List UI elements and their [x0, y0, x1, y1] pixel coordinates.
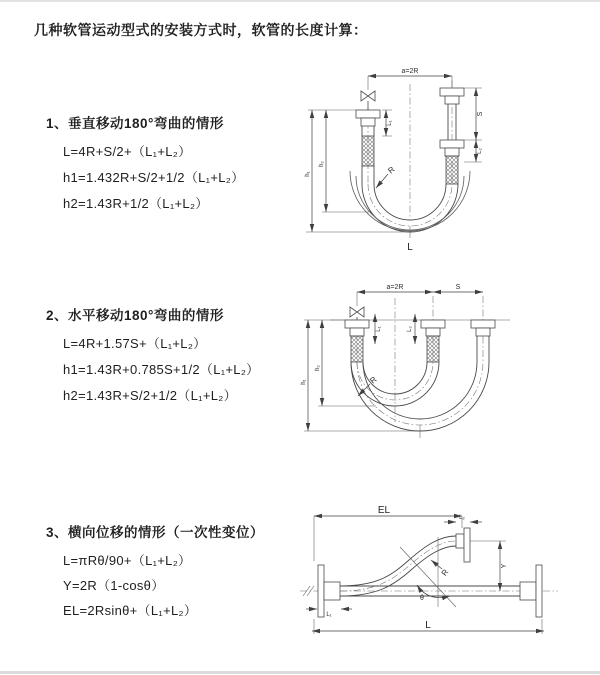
section-heading: 1、垂直移动180°弯曲的情形 — [46, 116, 224, 131]
formula-line: EL=2Rsinθ+（L₁+L₂） — [63, 603, 198, 618]
formula-line: Y=2R（1-cosθ） — [63, 578, 165, 593]
fitting-left-label: L₁ — [387, 120, 393, 126]
stroke-label: S — [455, 284, 461, 291]
dimension-span — [314, 505, 462, 561]
left-flange — [318, 565, 340, 617]
dimension-fitting-left — [306, 609, 352, 618]
radius-label: R — [439, 567, 451, 578]
formula-line: L=4R+S/2+（L₁+L₂） — [63, 144, 192, 159]
fitting-right-label: L₂ — [459, 515, 465, 521]
width-label: a=2R — [401, 68, 419, 75]
fitting-left-label: L₁ — [376, 326, 382, 332]
radius-callout — [358, 375, 379, 396]
section-horizontal-movement — [46, 304, 259, 409]
braid-section — [427, 336, 439, 362]
page-border-top — [0, 0, 600, 2]
hose-u-bend-displaced — [351, 362, 489, 438]
dimension-length — [312, 619, 544, 634]
fitting-mid-label: L₂ — [407, 326, 413, 332]
braid-section — [446, 156, 458, 184]
dimension-fitting-right — [464, 140, 483, 162]
right-flange — [520, 565, 542, 617]
right-fitting-lower — [440, 140, 464, 184]
formula-line: h2=1.43R+S/2+1/2（L₁+L₂） — [63, 388, 237, 403]
stroke-label: S — [477, 111, 484, 117]
braid-section — [351, 336, 363, 362]
height2-label: h₂ — [315, 365, 321, 371]
length-label: L — [407, 242, 413, 253]
formula-line: h1=1.43R+0.785S+1/2（L₁+L₂） — [63, 362, 260, 377]
upper-flange — [456, 528, 470, 562]
section-heading: 2、水平移动180°弯曲的情形 — [46, 308, 224, 323]
braid-section — [362, 136, 374, 166]
dimension-stroke — [433, 284, 483, 292]
width-label: a=2R — [386, 284, 404, 291]
diagram-vertical-movement-u-bend — [300, 66, 590, 258]
section-lateral-displacement — [46, 521, 264, 623]
mid-fitting — [421, 320, 445, 362]
span-label: EL — [377, 505, 391, 516]
radius-callout — [431, 560, 450, 578]
height1-label: h₁ — [301, 379, 307, 385]
page-border-bottom — [0, 671, 600, 674]
formula-line: L=4R+1.57S+（L₁+L₂） — [63, 336, 207, 351]
radius-callout — [376, 165, 397, 188]
height1-label: h₁ — [305, 171, 311, 177]
formula-line: h1=1.432R+S/2+1/2（L₁+L₂） — [63, 170, 245, 185]
diagram-horizontal-movement-u-bend — [300, 282, 590, 467]
valve-icon — [350, 307, 364, 320]
formula-list — [63, 331, 259, 409]
formula-list — [63, 139, 244, 217]
formula-line: h2=1.43R+1/2（L₁+L₂） — [63, 196, 209, 211]
angle-label: θ — [420, 595, 424, 602]
height2-label: h₂ — [319, 161, 325, 167]
length-label: L — [425, 620, 431, 631]
fitting-right-label: L₂ — [477, 148, 483, 154]
page-title: 几种软管运动型式的安装方式时，软管的长度计算： — [34, 22, 368, 38]
formula-list — [63, 548, 264, 623]
offset-label: Y — [501, 563, 508, 569]
radius-label: R — [368, 374, 379, 386]
section-heading: 3、横向位移的情形（一次性变位） — [46, 525, 265, 540]
section-vertical-movement — [46, 112, 244, 217]
dimension-stroke — [464, 88, 484, 140]
radius-label: R — [386, 164, 397, 176]
dimension-fitting-mid — [407, 314, 415, 344]
dimension-offset — [470, 541, 508, 591]
left-fitting — [345, 320, 369, 362]
dimension-fitting-left — [375, 314, 382, 344]
dimension-fitting-left — [382, 110, 393, 136]
fitting-left-label: L₁ — [326, 612, 332, 618]
left-fitting — [356, 110, 380, 166]
valve-icon — [361, 91, 375, 110]
formula-line: L=πRθ/90+（L₁+L₂） — [63, 553, 192, 568]
diagram-lateral-displacement-s-bend — [298, 503, 600, 645]
